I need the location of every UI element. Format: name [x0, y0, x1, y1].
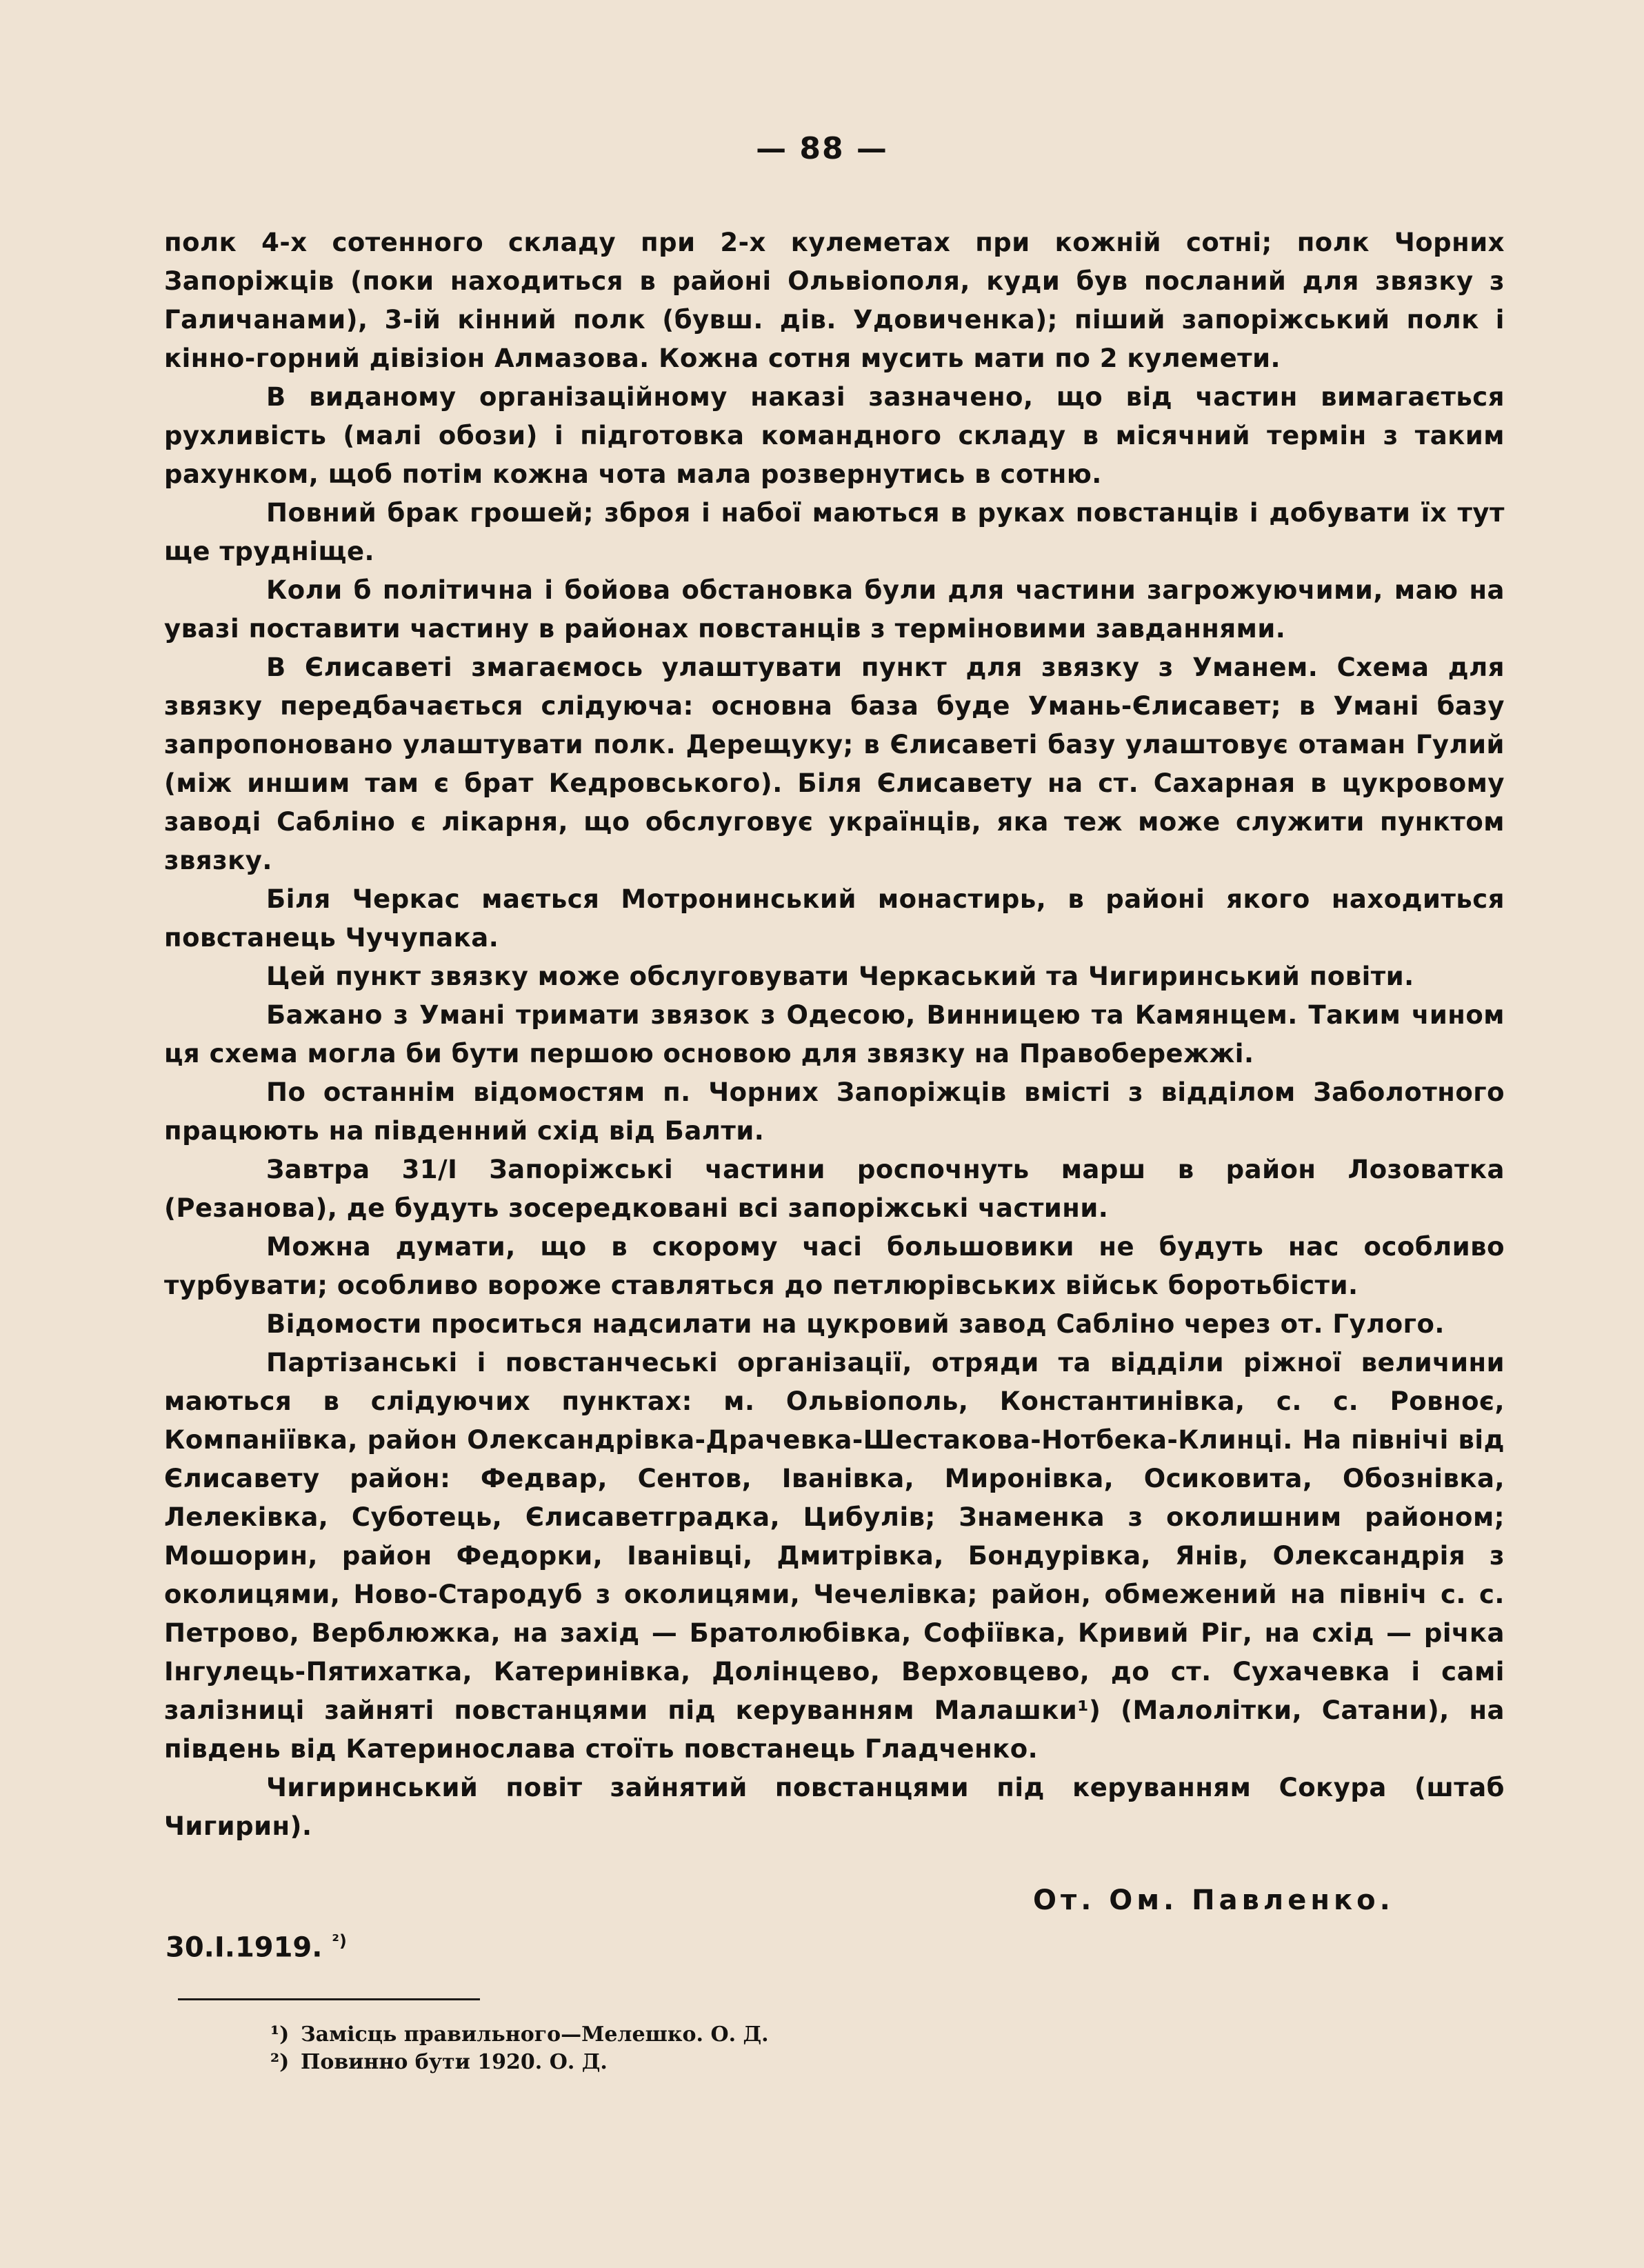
- paragraph: Повний брак грошей; зброя і набої маються в руках повстанців і добувати їх тут ще трудніще.: [164, 498, 1505, 566]
- paragraph: В виданому організаційному наказі зазначено, що від частин вимагається рухливість (малі обози) і підготовка командного складу в місячний термін з таким рахунком, щоб потім кожна чота мала розвернутись в сотню.: [164, 382, 1505, 489]
- paragraph: Бажано з Умані тримати звязок з Одесою, Винницею та Камянцем. Таким чином ця схема могла би бути першою основою для звязку на Правобережжі.: [164, 1000, 1505, 1068]
- paragraph: Цей пункт звязку може обслуговувати Черкаський та Чигиринський повіти.: [266, 962, 1414, 991]
- paragraph: В Єлисаветі змагаємось улаштувати пункт для звязку з Уманем. Схема для звязку передбачається слідуюча: основна база буде Умань-Єлисавет; в Умані базу запропоновано улаштувати полк. Дерещуку; в Єлисаветі базу улаштовує отаман Гулий (між иншим там є брат Кедровського). Біля Єлисавету на ст. Сахарная в цукровому заводі Сабліно є лікарня, що обслуговує українців, яка теж може служити пунктом звязку.: [164, 653, 1505, 875]
- paragraph: Коли б політична і бойова обстановка були для частини загрожуючими, маю на увазі поставити частину в районах повстанців з терміновими завданнями.: [164, 575, 1505, 644]
- footnote-divider: [178, 1998, 480, 2000]
- footnote-mark: ¹): [270, 2022, 290, 2047]
- footnote: [270, 2049, 769, 2076]
- footnote-mark: ²): [270, 2050, 290, 2074]
- footnotes: [270, 2021, 769, 2076]
- paragraph: Біля Черкас мається Мотронинський монастирь, в районі якого находиться повстанець Чучупака.: [164, 884, 1505, 953]
- paragraph: Відомости проситься надсилати на цукровий завод Сабліно через от. Гулого.: [266, 1309, 1445, 1339]
- paragraph: По останнім відомостям п. Чорних Запоріжців вмісті з відділом Заболотного працюють на південний схід від Балти.: [164, 1077, 1505, 1146]
- date-text: 30.І.1919.: [166, 1931, 323, 1964]
- page-number: — 88 —: [756, 131, 888, 166]
- footnote-text: Повинно бути 1920. О. Д.: [301, 2050, 608, 2074]
- date-footnote-mark: ²): [332, 1931, 347, 1951]
- paragraph: Партізанські і повстанчеські організації, отряди та відділи ріжної величини маються в слідуючих пунктах: м. Ольвіополь, Константинівка, с. с. Ровноє, Компаніївка, район Олександрівка-Драчевка-Шестакова-Нотбека-Клинці. На північі від Єлисавету район: Федвар, Сентов, Іванівка, Миронівка, Осиковита, Обознівка, Лелеківка, Суботець, Єлисаветградка, Цибулів; Знаменка з околишним районом; Мошорин, район Федорки, Іванівці, Дмитрівка, Бондурівка, Янів, Олександрія з околицями, Ново-Стародуб з околицями, Чечелівка; район, обмежений на північ с. с. Петрово, Верблюжка, на захід — Братолюбівка, Софіївка, Кривий Ріг, на схід — річка Інгулець-Пятихатка, Катеринівка, Долінцево, Верховцево, до ст. Сухачевка і самі залізниці зайняті повстанцями під керуванням Малашки¹) (Малолітки, Сатани), на південь від Катеринослава стоїть повстанець Гладченко.: [164, 1348, 1505, 1764]
- document-date: [166, 1931, 347, 1963]
- paragraph: Завтра 31/І Запоріжські частини роспочнуть марш в район Лозоватка (Резанова), де будуть зосередковані всі запоріжські частини.: [164, 1155, 1505, 1223]
- paragraph: Можна думати, що в скорому часі большовики не будуть нас особливо турбувати; особливо вороже ставляться до петлюрівських військ боротьбісти.: [164, 1232, 1505, 1300]
- paragraph: Чигиринський повіт зайнятий повстанцями під керуванням Сокура (штаб Чигирин).: [164, 1773, 1505, 1841]
- body-text: [164, 223, 1505, 1846]
- footnote-text: Замісць правильного—Мелешко. О. Д.: [301, 2022, 769, 2047]
- footnote: [270, 2021, 769, 2049]
- paragraph: полк 4-х сотенного складу при 2-х кулеметах при кожній сотні; полк Чорних Запоріжців (поки находиться в районі Ольвіополя, куди був посланий для звязку з Галичанами), 3-ій кінний полк (бувш. дів. Удовиченка); піший запоріжський полк і кінно-горний дівізіон Алмазова. Кожна сотня мусить мати по 2 кулемети.: [164, 228, 1505, 373]
- signature: От. Ом. Павленко.: [1033, 1884, 1394, 1916]
